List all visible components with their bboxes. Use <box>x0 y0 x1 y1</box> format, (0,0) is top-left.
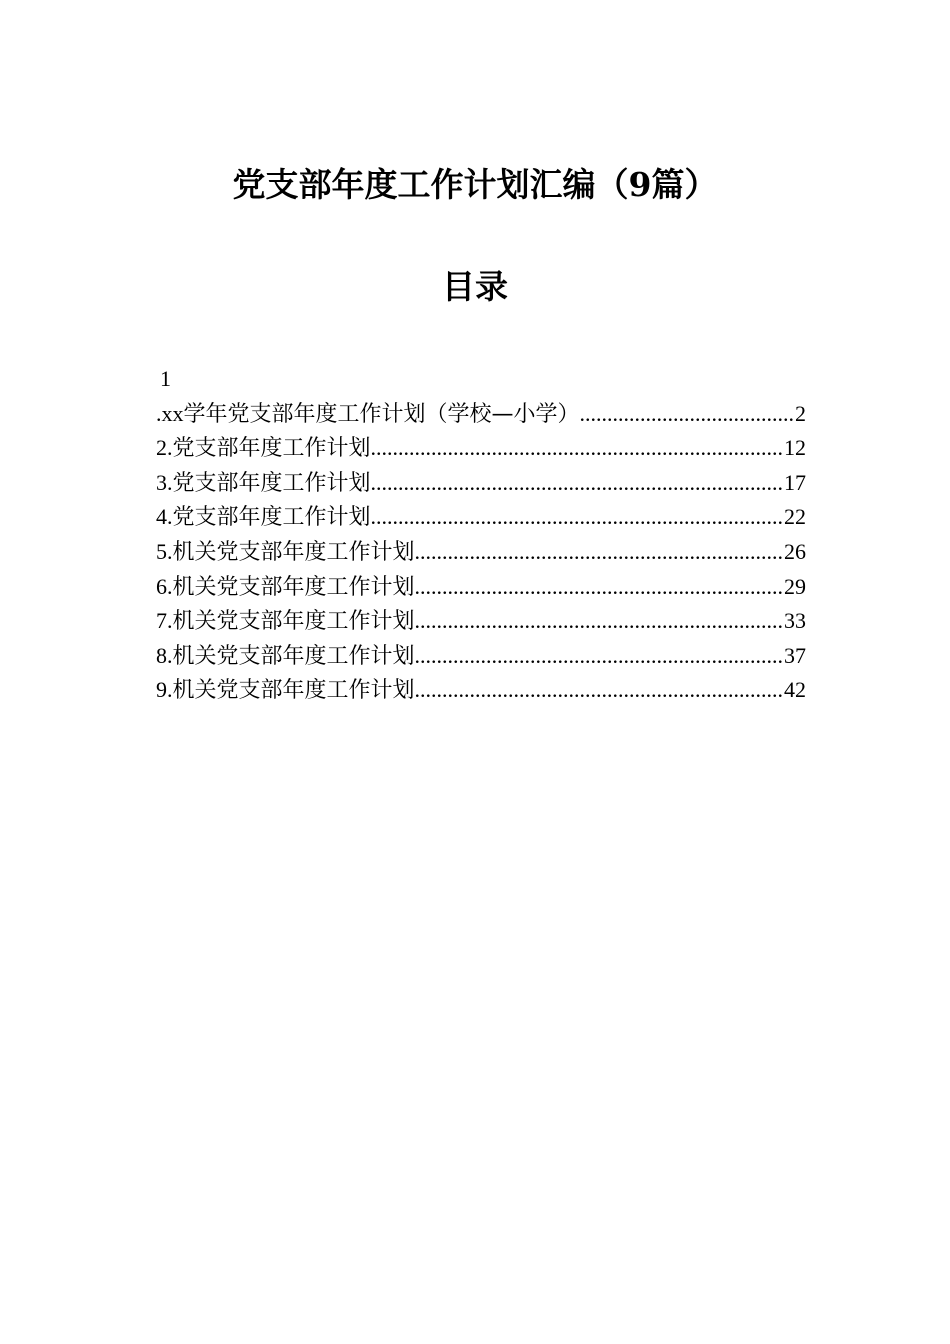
toc-entry-label <box>156 500 371 536</box>
toc-entry-page: 26 <box>784 538 806 564</box>
table-of-contents <box>156 362 806 708</box>
toc-entry-page: 37 <box>784 642 806 668</box>
toc-entry-page: 29 <box>784 573 806 599</box>
toc-entry-page: 22 <box>784 504 806 530</box>
toc-entry-7[interactable] <box>156 604 806 639</box>
toc-entry-label <box>156 639 415 675</box>
toc-entry-title: 机关党支部年度工作计划 <box>172 574 415 600</box>
toc-entry-prefix: 4. <box>156 504 173 530</box>
toc-entry-9[interactable] <box>156 673 806 708</box>
toc-entry-label <box>156 673 415 709</box>
toc-leader-dots <box>415 535 784 570</box>
toc-entry-label <box>156 397 580 433</box>
toc-leader-dots <box>415 639 784 674</box>
toc-entry-prefix: 2. <box>156 435 173 461</box>
toc-entry-label <box>156 604 415 640</box>
toc-entry-title: 党支部年度工作计划 <box>172 470 371 496</box>
toc-entry-page: 33 <box>784 608 806 634</box>
toc-entry-prefix: 8. <box>156 642 173 668</box>
toc-entry-3[interactable] <box>156 466 806 501</box>
toc-entry-4[interactable] <box>156 500 806 535</box>
toc-entry-page: 2 <box>795 400 806 426</box>
toc-entry-prefix: 6. <box>156 573 173 599</box>
toc-entry-label <box>156 466 371 502</box>
toc-entry-title: 党支部年度工作计划 <box>172 505 371 531</box>
toc-entry-label <box>156 431 371 467</box>
toc-entry-title: 党支部年度工作计划 <box>172 436 371 462</box>
toc-entry-prefix: .xx <box>156 400 184 426</box>
toc-entry-1[interactable] <box>156 397 806 432</box>
toc-entry-8[interactable] <box>156 639 806 674</box>
toc-leader-dots <box>415 570 784 605</box>
toc-entry-prefix: 5. <box>156 538 173 564</box>
toc-entry-page: 42 <box>784 677 806 703</box>
toc-entry-prefix: 7. <box>156 608 173 634</box>
toc-entry-2[interactable] <box>156 431 806 466</box>
toc-entry-title: 机关党支部年度工作计划 <box>172 609 415 635</box>
toc-leader-dots <box>580 397 795 432</box>
toc-entry-title: 机关党支部年度工作计划 <box>172 539 415 565</box>
toc-entry-title: 学年党支部年度工作计划（学校—小学） <box>183 401 580 427</box>
toc-entry-prefix: 9. <box>156 677 173 703</box>
toc-entry-label <box>156 570 415 606</box>
toc-entry-page: 17 <box>784 469 806 495</box>
toc-first-entry-number: 1 <box>160 366 171 391</box>
toc-entry-5[interactable] <box>156 535 806 570</box>
toc-leader-dots <box>371 466 784 501</box>
toc-entry-label <box>156 535 415 571</box>
toc-leader-dots <box>371 431 784 466</box>
toc-entry-title: 机关党支部年度工作计划 <box>172 643 415 669</box>
toc-leader-dots <box>415 673 784 708</box>
toc-entry-6[interactable] <box>156 570 806 605</box>
toc-heading: 目录 <box>442 267 508 306</box>
toc-leader-dots <box>371 500 784 535</box>
toc-leader-dots <box>415 604 784 639</box>
toc-entry-prefix: 3. <box>156 469 173 495</box>
toc-entry-page: 12 <box>784 435 806 461</box>
toc-entry-title: 机关党支部年度工作计划 <box>172 678 415 704</box>
document-title: 党支部年度工作计划汇编（9篇） <box>232 165 718 204</box>
